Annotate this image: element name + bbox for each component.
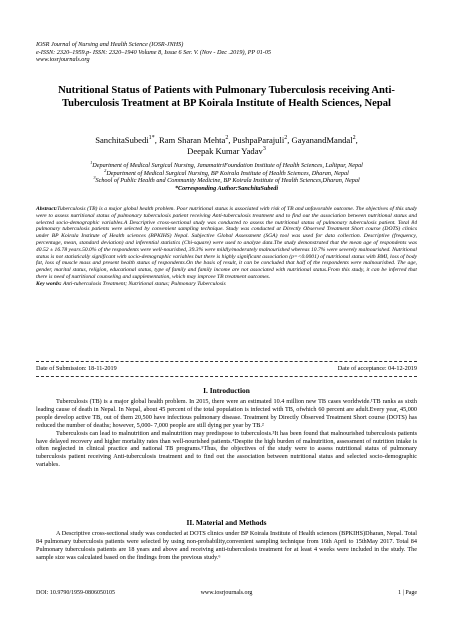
methods-body — [36, 530, 417, 562]
keywords-text: Anti-tuberculosis Treatment; Nutritional status; Pulmonary Tuberculosis — [62, 280, 226, 287]
keywords-label: Key words: — [36, 280, 62, 287]
acceptance-date: Date of acceptance: 04-12-2019 — [337, 365, 417, 372]
introduction-paragraph-2: Tuberculosis can lead to malnutrition and malnutrition may predispose to tuberculosis.³It has been found that malnourished tuberculosis patients have delayed recovery and higher mortality rates than well-nourished patients.⁴Despite the high burden of malnutrition, assessment of nutrition intake is often neglected in clinical practice and national TB programs.⁵Thus, the objectives of the study were to assess nutritional status of pulmonary tuberculosis patient receiving Anti-tuberculosis treatment and to find out the association between nutritional status and selected socio-demographic variables. — [36, 429, 417, 469]
introduction-body — [36, 398, 417, 469]
divider-bottom — [36, 376, 417, 377]
author-name: GayanandMandal — [291, 135, 353, 145]
author-name: PushpaParajuli — [232, 135, 285, 145]
journal-name: IOSR Journal of Nursing and Health Science (IOSR-JNHS) — [36, 41, 184, 48]
section-heading-introduction: I. Introduction — [203, 386, 250, 395]
author-name: Deepak Kumar Yadav — [187, 146, 263, 156]
journal-issn: e-ISSN: 2320–1959.p- ISSN: 2320–1940 Volume 8, Issue 6 Ser. V. (Nov - Dec .2019), PP 01-05 — [36, 48, 272, 56]
journal-header — [36, 41, 271, 64]
journal-website[interactable]: www.iosrjournals.org — [36, 56, 90, 63]
footer-page-number: 1 | Page — [398, 590, 417, 596]
corresponding-author: *Corresponding Author:SanchitaSubedi — [174, 184, 279, 192]
abstract-label: Abstract: — [36, 206, 58, 212]
author-affil-marker: 2 — [284, 135, 288, 142]
affiliation-2: $^2$Department of Medical Surgical Nursing, BP Koirala Institute of Health Sciences, Dharan, Nepal — [104, 167, 349, 177]
author-name: Ram Sharan Mehta — [158, 135, 226, 145]
author-affil-marker: 2 — [225, 135, 229, 142]
author-affil-marker: 1* — [148, 135, 155, 142]
introduction-paragraph-1: Tuberculosis (TB) is a major global health problem. In 2015, there were an estimated 10.4 million new TB cases worldwide.¹TB ranks as sixth leading cause of death in Nepal. In Nepal, about 45 percent of the total population is infected with TB, ofwhich 60 percent are adult.Every year, 45,000 people develop active TB, out of them 20,500 have infectious pulmonary disease. Treatment by Directly Observed Treatment Short course (DOTS) has reduced the number of deaths; however, 5,000- 7,000 people are still dying per year by TB.² — [36, 398, 417, 429]
abstract-text: Tuberculosis (TB) is a major global health problem. Poor nutritional status is associated with risk of TB and unfavorable outcome. The objectives of this study were to assess nutritional status of pulmonary tuberculosis patient receiving Anti-tuberculosis treatment and to find out the association between nutritional status and selected socio-demographic variables.A Descriptive cross-sectional study was conducted to assess the nutritional status of pulmonary tuberculosis patient. Total 84 pulmonary tuberculosis patients were selected by convenient sampling technique. Study was conducted at Directly Observed Treatment Short course (DOTS) clinics under BP Koirala Institute of Health sciences (BPKIHS) Nepal. Subjective Global Assessment (SGA) tool was used for data collection. Descriptive (frequency, percentage, mean, standard deviation) and inferential statistics (Chi-square) were used to analyze data.The study demonstrated that the mean age of respondents was 40.52 ± 16.78 years.50.0% of the respondents were well-nourished, 39.3% were mildly/moderately malnourished whereas 10.7% were severely malnourished. Nutritional status is not statistically significant with socio-demographic variables but there is highly significant association (p=<0.0001) of nutritional status with BMI, loss of body fat, loss of muscle mass and present health status of respondents.On the basis of result, it can be concluded that half of the respondents were malnourished. The age, gender, marital status, religion, educational status, type of family and family income are not associated with nutritional status.From this study, it can be inferred that there is need of nutritional counseling and supplementation, which may improve TB treatment outcomes. — [36, 206, 417, 280]
author-affil-marker: 2 — [352, 135, 356, 142]
section-heading-methods: II. Material and Methods — [186, 518, 267, 527]
author-affil-marker: 3 — [262, 146, 266, 153]
affiliation-3: $^3$School of Public Health and Community Medicine, BP Koirala Institute of Health Sciences,Dharan, Nepal — [93, 175, 360, 185]
footer-doi: DOI: 10.9790/1959-0806050105 — [36, 590, 115, 596]
author-name: SanchitaSubedi — [95, 135, 149, 145]
paper-title: Nutritional Status of Patients with Pulmonary Tuberculosis receiving Anti-Tuberculosis Treatment at BP Koirala Institute of Health Sciences, Nepal — [58, 85, 395, 109]
author-list: SanchitaSubedi$^{1*}$, Ram Sharan Mehta$^2$, PushpaParajuli$^2$, GayanandMandal$^2$, Deepak Kumar Yadav$^3$ — [95, 135, 358, 156]
footer-website[interactable]: www.iosrjournals.org — [200, 590, 253, 596]
page-footer — [36, 590, 417, 597]
affiliations — [36, 159, 417, 192]
methods-paragraph-1: A Descriptive cross-sectional study was conducted at DOTS clinics under BP Koirala Institute of Health sciences (BPKIHS)Dharan, Nepal. Total 84 pulmonary tuberculosis patients were selected by using non-probability,convenient sampling technique from 16th April to 15thMay 2017. Total 84 Pulmonary tuberculosis patients are 18 years and above and receiving anti-tuberculosis treatment for at least 4 weeks were included in the study. The sample size was calculated based on the findings from the previous study.⁶ — [36, 530, 417, 561]
divider-top — [36, 361, 417, 362]
affiliation-1: $^1$Department of Medical Surgical Nursing, JanamaitriFoundation Institute of Health Sciences, Lalitpur, Nepal — [90, 159, 363, 169]
abstract — [36, 206, 417, 288]
submission-date: Date of Submission: 18-11-2019 — [36, 365, 117, 372]
dates-row — [36, 365, 417, 373]
